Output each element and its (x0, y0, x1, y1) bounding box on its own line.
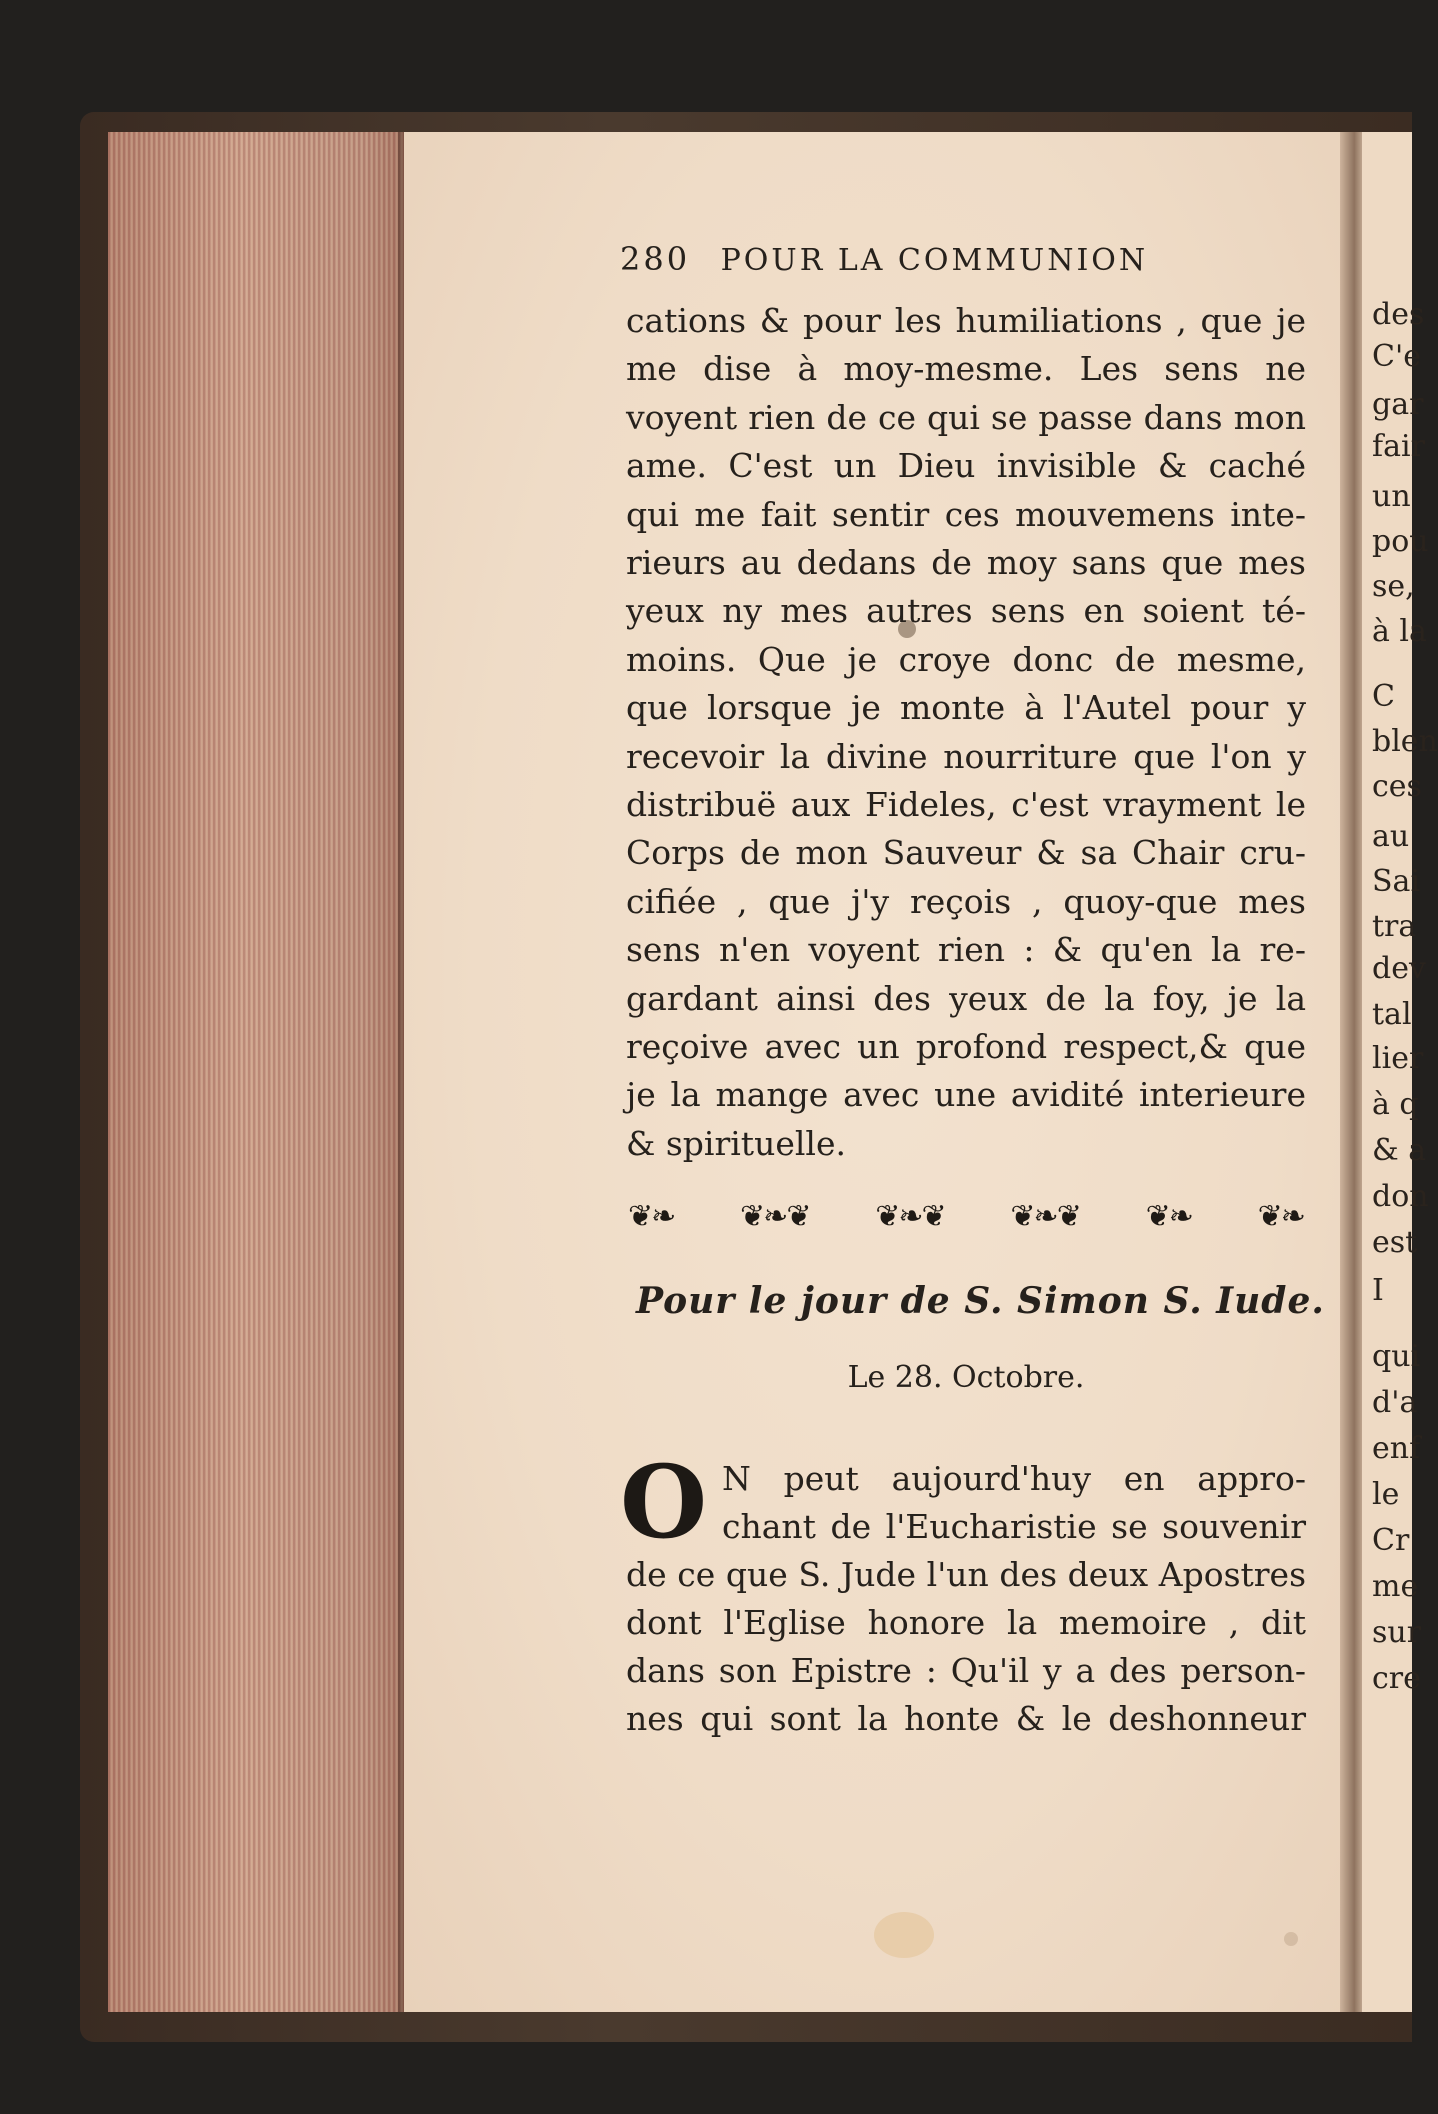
facing-page-text-fragment: lier (1372, 1041, 1424, 1076)
facing-page-text-fragment: enf (1372, 1431, 1421, 1466)
facing-page-text-fragment: des (1372, 297, 1425, 332)
facing-page-text-fragment: me (1372, 1569, 1419, 1604)
decorative-ornament-band (628, 1196, 1304, 1236)
text-line: je la mange avec une avidité interieure (626, 1075, 1306, 1115)
facing-page-text-fragment: blen (1372, 724, 1438, 759)
ornament-glyph: ❦❧ (1257, 1198, 1304, 1234)
facing-page-text-fragment: tra (1372, 909, 1417, 944)
facing-page-text-fragment: cre (1372, 1661, 1421, 1696)
ornament-glyph: ❦❧ (628, 1198, 675, 1234)
facing-page-text-fragment: dev (1372, 951, 1426, 986)
facing-page-text-fragment: est (1372, 1225, 1418, 1260)
facing-page-text-fragment: C (1372, 679, 1395, 714)
facing-page-text-fragment: pou (1372, 524, 1429, 559)
facing-page-text-fragment: se, (1372, 569, 1415, 604)
text-line: Corps de mon Sauveur & sa Chair cru- (626, 833, 1306, 873)
text-line: moins. Que je croye donc de mesme, (626, 639, 1306, 679)
text-line: me dise à moy-mesme. Les sens ne (626, 349, 1306, 389)
facing-page-edge (1362, 132, 1438, 2012)
ornament-glyph: ❦❧❦ (1010, 1198, 1080, 1234)
ornament-glyph: ❦❧ (1145, 1198, 1192, 1234)
facing-page-text-fragment: un (1372, 479, 1411, 514)
text-line: yeux ny mes autres sens en soient té- (626, 591, 1306, 631)
text-line: nes qui sont la honte & le deshonneur (626, 1699, 1306, 1738)
text-line: qui me fait sentir ces mouvemens inte- (626, 494, 1306, 534)
ornament-glyph: ❦❧❦ (875, 1198, 945, 1234)
page-block-edge (108, 132, 408, 2012)
facing-page-text-fragment: d'a (1372, 1385, 1418, 1420)
running-title: POUR LA COMMUNION (720, 243, 1149, 278)
text-line: & spirituelle. (626, 1123, 846, 1163)
foxing-stain (874, 1912, 934, 1958)
facing-page-text-fragment: fair (1372, 429, 1425, 464)
facing-page-text-fragment: sur (1372, 1615, 1422, 1650)
text-line: que lorsque je monte à l'Autel pour y (626, 688, 1306, 728)
section-title: Pour le jour de S. Simon S. Iude. (636, 1280, 1325, 1322)
foxing-stain (1284, 1932, 1298, 1946)
text-line: distribuë aux Fideles, c'est vrayment le (626, 785, 1306, 824)
text-line: cations & pour les humiliations , que je (626, 301, 1306, 340)
ornament-glyph: ❦❧❦ (740, 1198, 810, 1234)
facing-page-text-fragment: le (1372, 1477, 1400, 1512)
facing-page-text-fragment: à la (1372, 614, 1427, 649)
facing-page-text-fragment: Cr (1372, 1523, 1410, 1558)
facing-page-text-fragment: & a (1372, 1133, 1427, 1168)
facing-page-text-fragment: tal (1372, 997, 1412, 1032)
page-number: 280 (620, 240, 691, 278)
facing-page-text-fragment: I (1372, 1273, 1384, 1308)
text-line: de ce que S. Jude l'un des deux Apostres (626, 1555, 1306, 1594)
text-line: cifiée , que j'y reçois , quoy-que mes (626, 881, 1306, 921)
text-line: chant de l'Eucharistie se souvenir (722, 1507, 1306, 1546)
page-header (620, 240, 1320, 286)
facing-page-text-fragment: qui (1372, 1339, 1421, 1374)
facing-page-text-fragment: Sai (1372, 864, 1421, 899)
facing-page-text-fragment: don (1372, 1179, 1429, 1214)
text-line: dont l'Eglise honore la memoire , dit (626, 1603, 1306, 1642)
text-line: gardant ainsi des yeux de la foy, je la (626, 978, 1306, 1018)
facing-page-text-fragment: ces (1372, 769, 1422, 804)
text-line: dans son Epistre : Qu'il y a des person- (626, 1651, 1306, 1690)
text-line: recevoir la divine nourriture que l'on y (626, 736, 1306, 776)
facing-page-text-fragment: gar (1372, 387, 1424, 422)
facing-page-text-fragment: à q (1372, 1087, 1419, 1122)
facing-page-text-fragment: au (1372, 819, 1410, 854)
facing-page-text-fragment: C'e (1372, 339, 1421, 374)
text-line: rieurs au dedans de moy sans que mes (626, 543, 1306, 582)
text-line: voyent rien de ce qui se passe dans mon (626, 397, 1306, 437)
text-line: sens n'en voyent rien : & qu'en la re- (626, 930, 1306, 970)
section-date: Le 28. Octobre. (847, 1360, 1085, 1395)
text-line: reçoive avec un profond respect,& que (626, 1027, 1306, 1066)
text-line: ame. C'est un Dieu invisible & caché (626, 446, 1306, 486)
drop-cap: O (620, 1443, 708, 1561)
text-line: N peut aujourd'huy en appro- (722, 1459, 1306, 1498)
